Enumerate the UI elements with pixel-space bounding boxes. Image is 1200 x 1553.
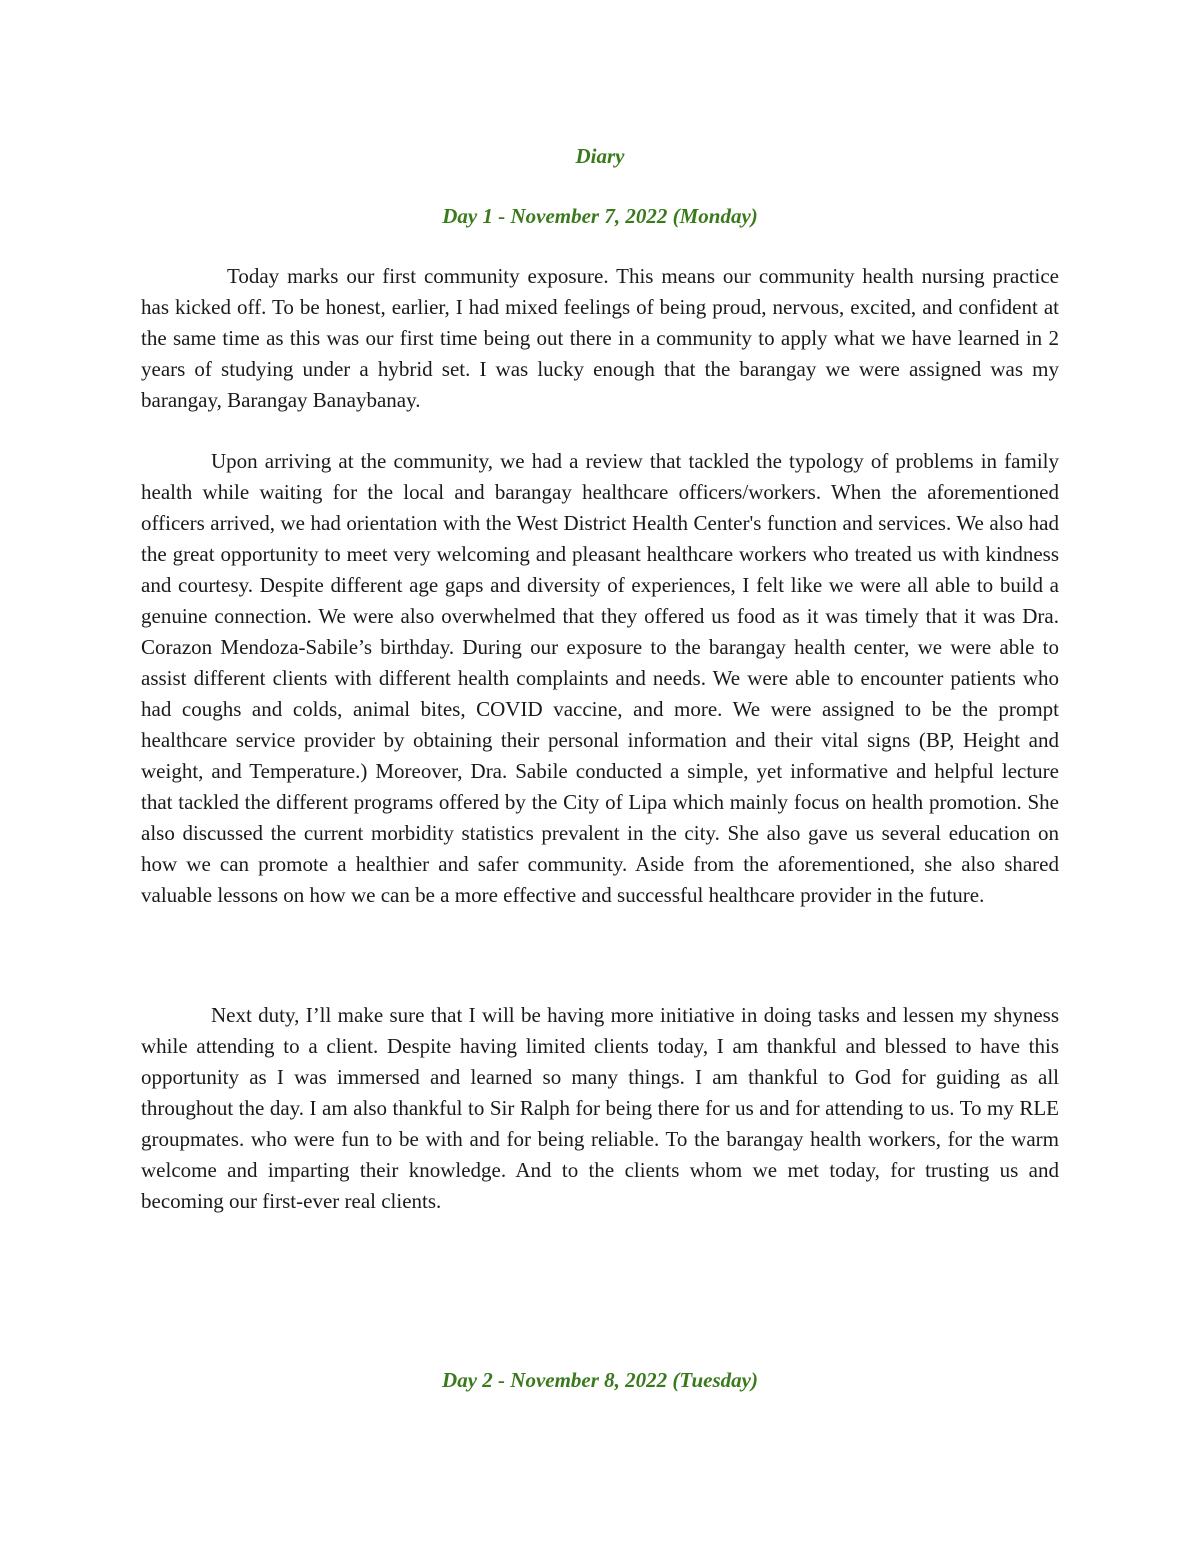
day-1-paragraph-1: Today marks our first community exposure. This means our community health nursing practice has kicked off. To be honest, earlier, I had mixed feelings of being proud, nervous, excited, and confident at the same time as this was our first time being out there in a community to apply what we have learned in 2 years of studying under a hybrid set. I was lucky enough that the barangay we were assigned was my barangay, Barangay Banaybanay. bbox=[141, 264, 1059, 412]
day-1-paragraph-3: Next duty, I’ll make sure that I will be having more initiative in doing tasks and lessen my shyness while attending to a client. Despite having limited clients today, I am thankful and blessed to have this opportunity as I was immersed and learned so many things. I am thankful to God for guiding as all throughout the day. I am also thankful to Sir Ralph for being there for us and for attending to us. To my RLE groupmates. who were fun to be with and for being reliable. To the barangay health workers, for the warm welcome and imparting their knowledge. And to the clients whom we met today, for trusting us and becoming our first-ever real clients. bbox=[141, 1003, 1059, 1213]
day-1-heading: Day 1 - November 7, 2022 (Monday) bbox=[442, 204, 758, 228]
day-2-heading: Day 2 - November 8, 2022 (Tuesday) bbox=[442, 1368, 758, 1392]
document-title: Diary bbox=[575, 144, 625, 168]
day-1-paragraph-2: Upon arriving at the community, we had a review that tackled the typology of problems in family health while waiting for the local and barangay healthcare officers/workers. When the aforementioned officers arrived, we had orientation with the West District Health Center's function and services. We also had the great opportunity to meet very welcoming and pleasant healthcare workers who treated us with kindness and courtesy. Despite different age gaps and diversity of experiences, I felt like we were all able to build a genuine connection. We were also overwhelmed that they offered us food as it was timely that it was Dra. Corazon Mendoza-Sabile’s birthday. During our exposure to the barangay health center, we were able to assist different clients with different health complaints and needs. We were able to encounter patients who had coughs and colds, animal bites, COVID vaccine, and more. We were assigned to be the prompt healthcare service provider by obtaining their personal information and their vital signs (BP, Height and weight, and Temperature.) Moreover, Dra. Sabile conducted a simple, yet informative and helpful lecture that tackled the different programs offered by the City of Lipa which mainly focus on health promotion. She also discussed the current morbidity statistics prevalent in the city. She also gave us several education on how we can promote a healthier and safer community. Aside from the aforementioned, she also shared valuable lessons on how we can be a more effective and successful healthcare provider in the future. bbox=[141, 449, 1059, 907]
